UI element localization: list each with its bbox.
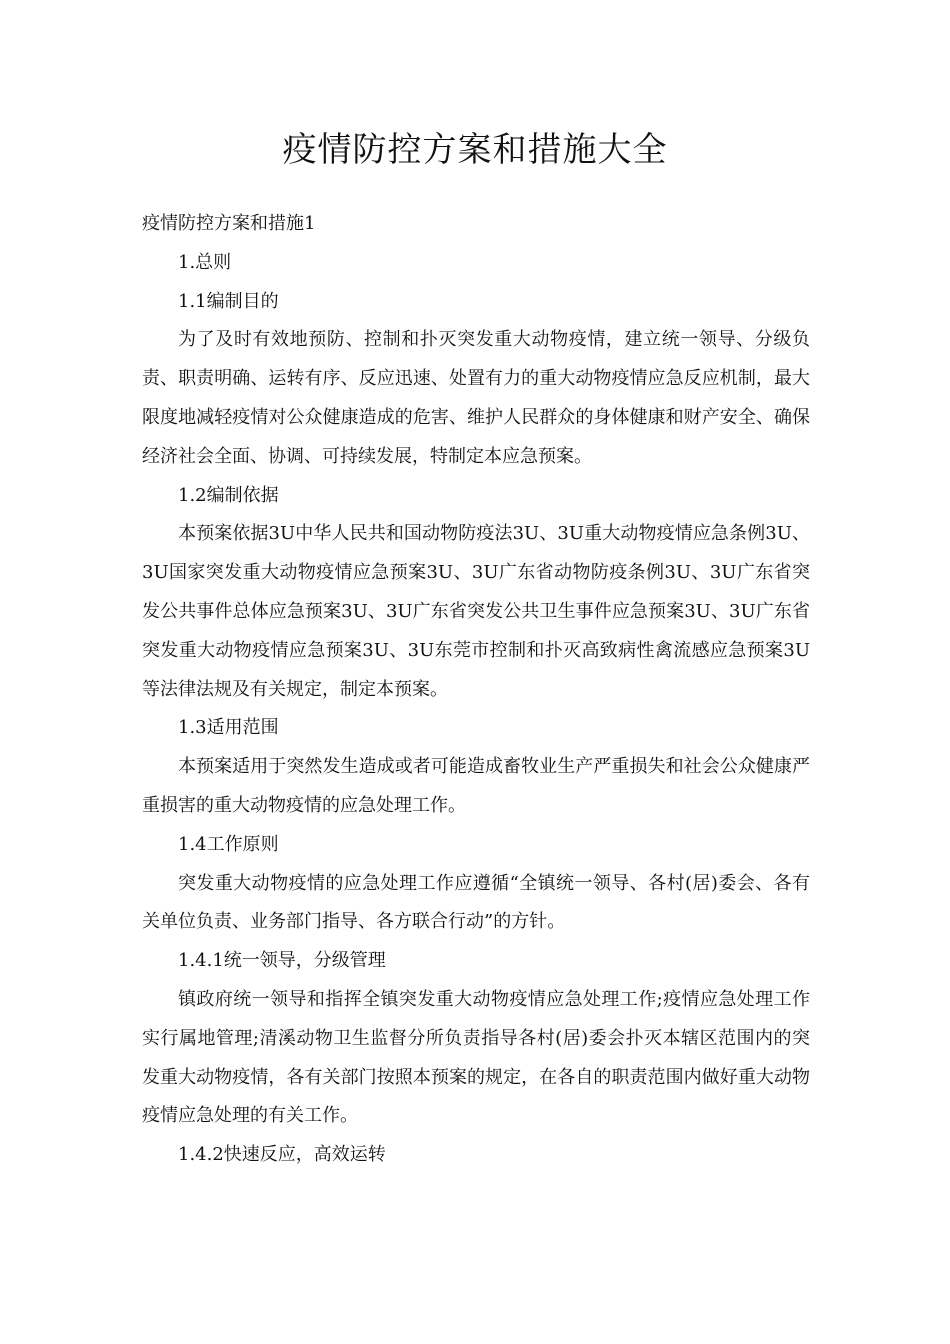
- section-heading: 1.总则: [178, 251, 232, 273]
- document-body: [142, 205, 810, 1175]
- section-heading: 1.1编制目的: [178, 290, 279, 312]
- body-paragraph: 突发重大动物疫情的应急处理工作应遵循“全镇统一领导、各村(居)委会、各有关单位负责、业务部门指导、各方联合行动”的方针。: [142, 872, 810, 933]
- section-heading: 1.4.2快速反应，高效运转: [178, 1144, 386, 1166]
- section-heading: 1.4.1统一领导，分级管理: [178, 950, 386, 972]
- section-heading: 1.3适用范围: [178, 717, 279, 739]
- body-paragraph: 为了及时有效地预防、控制和扑灭突发重大动物疫情，建立统一领导、分级负责、职责明确、运转有序、反应迅速、处置有力的重大动物疫情应急反应机制，最大限度地减轻疫情对公众健康造成的危害、维护人民群众的身体健康和财产安全、确保经济社会全面、协调、可持续发展，特制定本应急预案。: [142, 329, 810, 467]
- section-heading: 1.2编制依据: [178, 484, 279, 506]
- body-paragraph: 本预案依据3U中华人民共和国动物防疫法3U、3U重大动物疫情应急条例3U、3U国家突发重大动物疫情应急预案3U、3U广东省动物防疫条例3U、3U广东省突发公共事件总体应急预案3U、3U广东省突发公共卫生事件应急预案3U、3U广东省突发重大动物疫情应急预案3U、3U东莞市控制和扑灭高致病性禽流感应急预案3U等法律法规及有关规定，制定本预案。: [142, 523, 810, 700]
- section-heading: 疫情防控方案和措施1: [142, 213, 316, 234]
- body-paragraph: 本预案适用于突然发生造成或者可能造成畜牧业生产严重损失和社会公众健康严重损害的重大动物疫情的应急处理工作。: [142, 756, 810, 816]
- document-title: 疫情防控方案和措施大全: [282, 130, 668, 170]
- section-heading: 1.4工作原则: [178, 833, 279, 855]
- body-paragraph: 镇政府统一领导和指挥全镇突发重大动物疫情应急处理工作;疫情应急处理工作实行属地管理;清溪动物卫生监督分所负责指导各村(居)委会扑灭本辖区范围内的突发重大动物疫情，各有关部门按照本预案的规定，在各自的职责范围内做好重大动物疫情应急处理的有关工作。: [142, 988, 810, 1127]
